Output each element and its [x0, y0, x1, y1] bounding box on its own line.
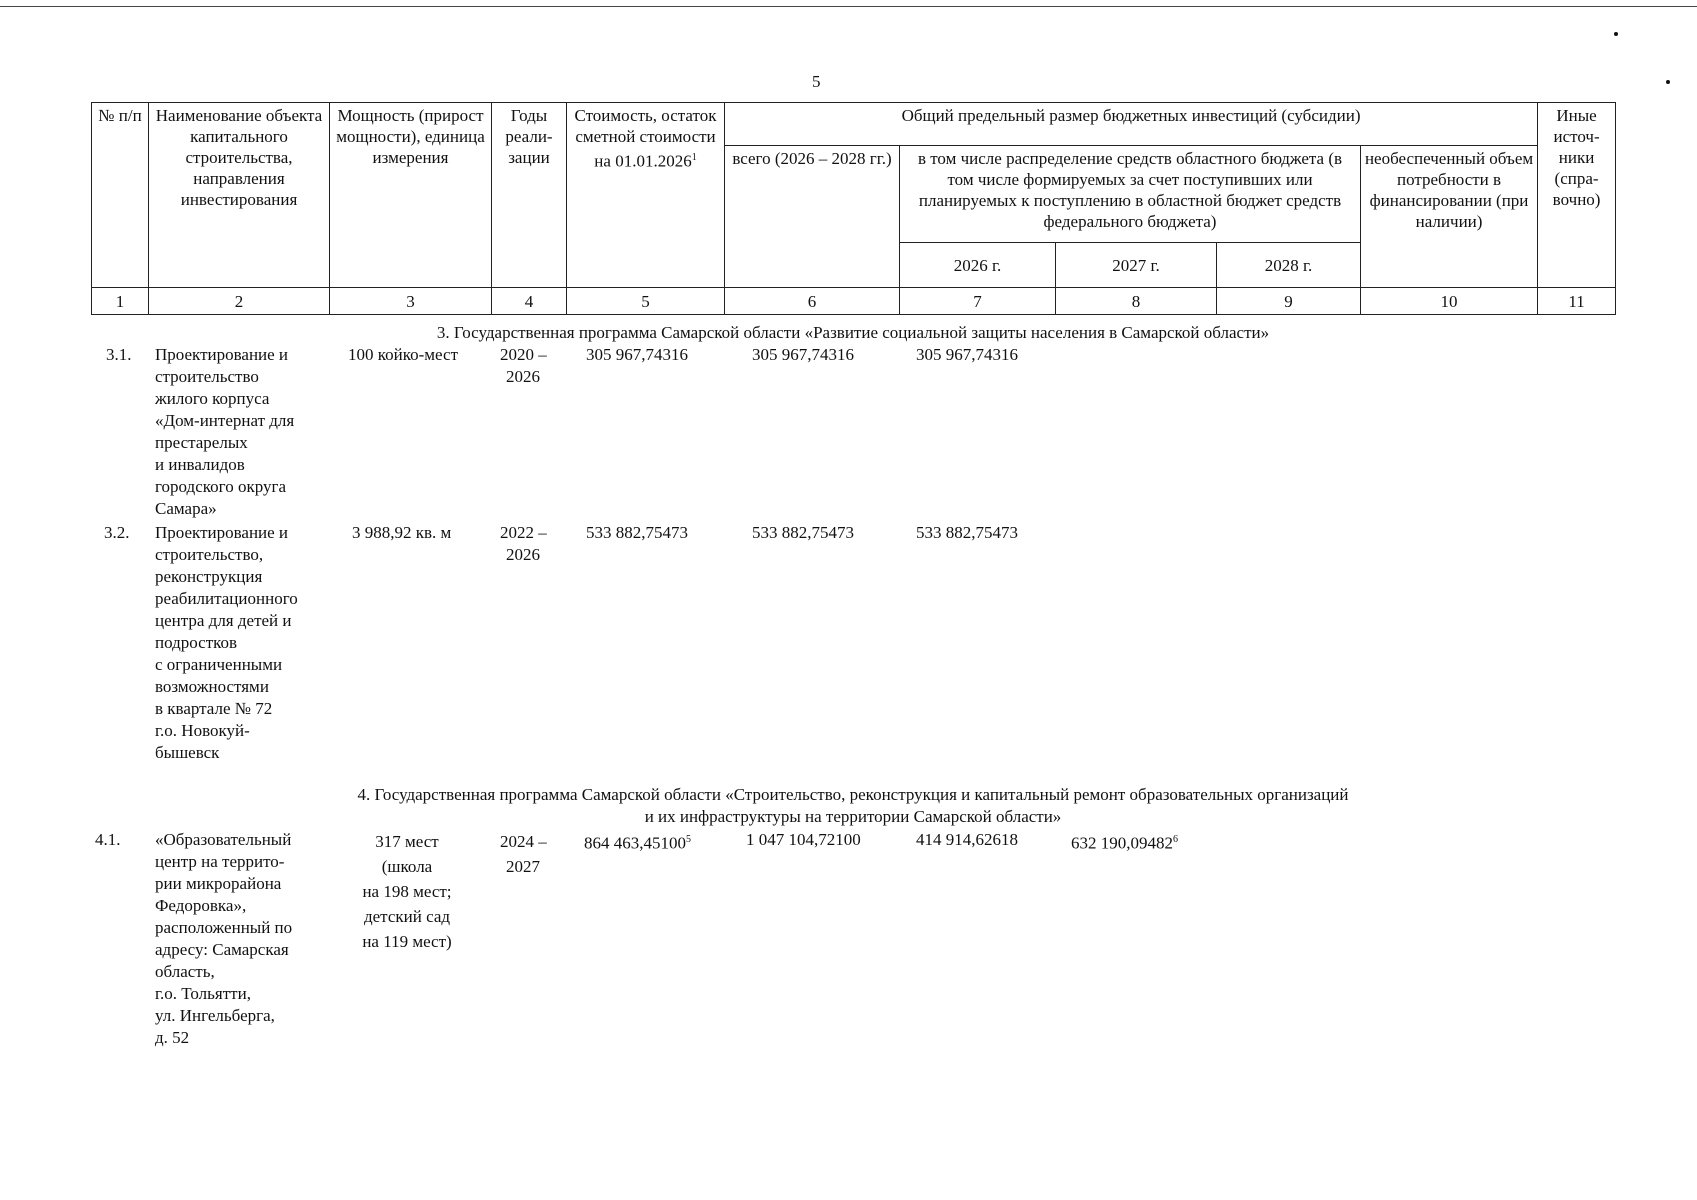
header-year-2026: 2026 г.	[900, 243, 1056, 288]
row-number: 3.2.	[104, 523, 130, 542]
header-total-group: Общий предельный размер бюджетных инвестиций (субсидии)	[725, 103, 1538, 146]
years: 2022 – 2026	[500, 523, 547, 564]
header-year-2027: 2027 г.	[1056, 243, 1217, 288]
year-2027-value: 632 190,09482$^6$	[1071, 833, 1178, 853]
column-number: 5	[567, 288, 725, 315]
column-number: 11	[1538, 288, 1616, 315]
column-number: 4	[492, 288, 567, 315]
cost-value: 305 967,74316	[586, 345, 688, 364]
scan-speck	[1666, 80, 1670, 84]
object-name: Проектирование и строительство, реконструкция реабилитационного центра для детей и подростков с ограниченными возможностями в квартале № 72 г.о. Новокуй- бышевск	[155, 523, 298, 762]
row-number: 4.1.	[95, 830, 121, 849]
column-number: 1	[92, 288, 149, 315]
row-number: 3.1.	[106, 345, 132, 364]
header-num: № п/п	[92, 103, 149, 288]
column-number: 2	[149, 288, 330, 315]
total-value: 305 967,74316	[752, 345, 854, 364]
column-number: 6	[725, 288, 900, 315]
scan-speck	[1614, 32, 1618, 36]
section-title: 3. Государственная программа Самарской области «Развитие социальной защиты населения в Самарской области»	[436, 323, 1270, 342]
object-name: Проектирование и строительство жилого корпуса «Дом-интернат для престарелых и инвалидов городского округа Самара»	[155, 345, 295, 518]
cost-value: 533 882,75473	[586, 523, 688, 542]
year-2026-value: 533 882,75473	[916, 523, 1018, 542]
section-title: 4. Государственная программа Самарской области «Строительство, реконструкция и капитальный ремонт образовательных организаций и их инфраструктуры на территории Самарской области»	[357, 785, 1349, 826]
header-table	[91, 102, 1616, 315]
header-year-2028: 2028 г.	[1217, 243, 1361, 288]
column-number: 8	[1056, 288, 1217, 315]
total-value: 1 047 104,72100	[746, 830, 861, 849]
header-unfunded: необеспеченный объем потребности в финансировании (при наличии)	[1361, 146, 1538, 288]
total-value: 533 882,75473	[752, 523, 854, 542]
column-number: 3	[330, 288, 492, 315]
top-border-line	[0, 6, 1697, 7]
header-capacity: Мощность (прирост мощности), единица измерения	[330, 103, 492, 288]
years: 2024 – 2027	[500, 832, 547, 876]
year-2026-value: 305 967,74316	[916, 345, 1018, 364]
years: 2020 – 2026	[500, 345, 547, 386]
header-all: всего (2026 – 2028 гг.)	[725, 146, 900, 288]
header-cost: Стоимость, остаток сметной стоимости на 01.01.2026$^1$	[567, 103, 725, 288]
capacity: 100 койко-мест	[348, 345, 459, 364]
header-years: Годы реали-зации	[492, 103, 567, 288]
capacity: 317 мест (школа на 198 мест; детский сад на 119 мест)	[362, 832, 452, 951]
header-other: Иные источ-ники (спра-вочно)	[1538, 103, 1616, 288]
column-number: 7	[900, 288, 1056, 315]
year-2026-value: 414 914,62618	[916, 830, 1018, 849]
capacity: 3 988,92 кв. м	[352, 523, 452, 542]
column-number: 9	[1217, 288, 1361, 315]
object-name: «Образовательный центр на террито- рии микрорайона Федоровка», расположенный по адресу: Самарская область, г.о. Тольятти, ул. Ингельберга, д. 52	[155, 830, 293, 1047]
cost-value: 864 463,45100$^5$	[584, 833, 691, 853]
header-regional: в том числе распределение средств областного бюджета (в том числе формируемых за счет поступивших или планируемых к поступлению в областной бюджет средств федерального бюджета)	[900, 146, 1361, 243]
page-number: 5	[812, 72, 821, 91]
column-number: 10	[1361, 288, 1538, 315]
header-name: Наименование объекта капитального строительства, направления инвестирования	[149, 103, 330, 288]
